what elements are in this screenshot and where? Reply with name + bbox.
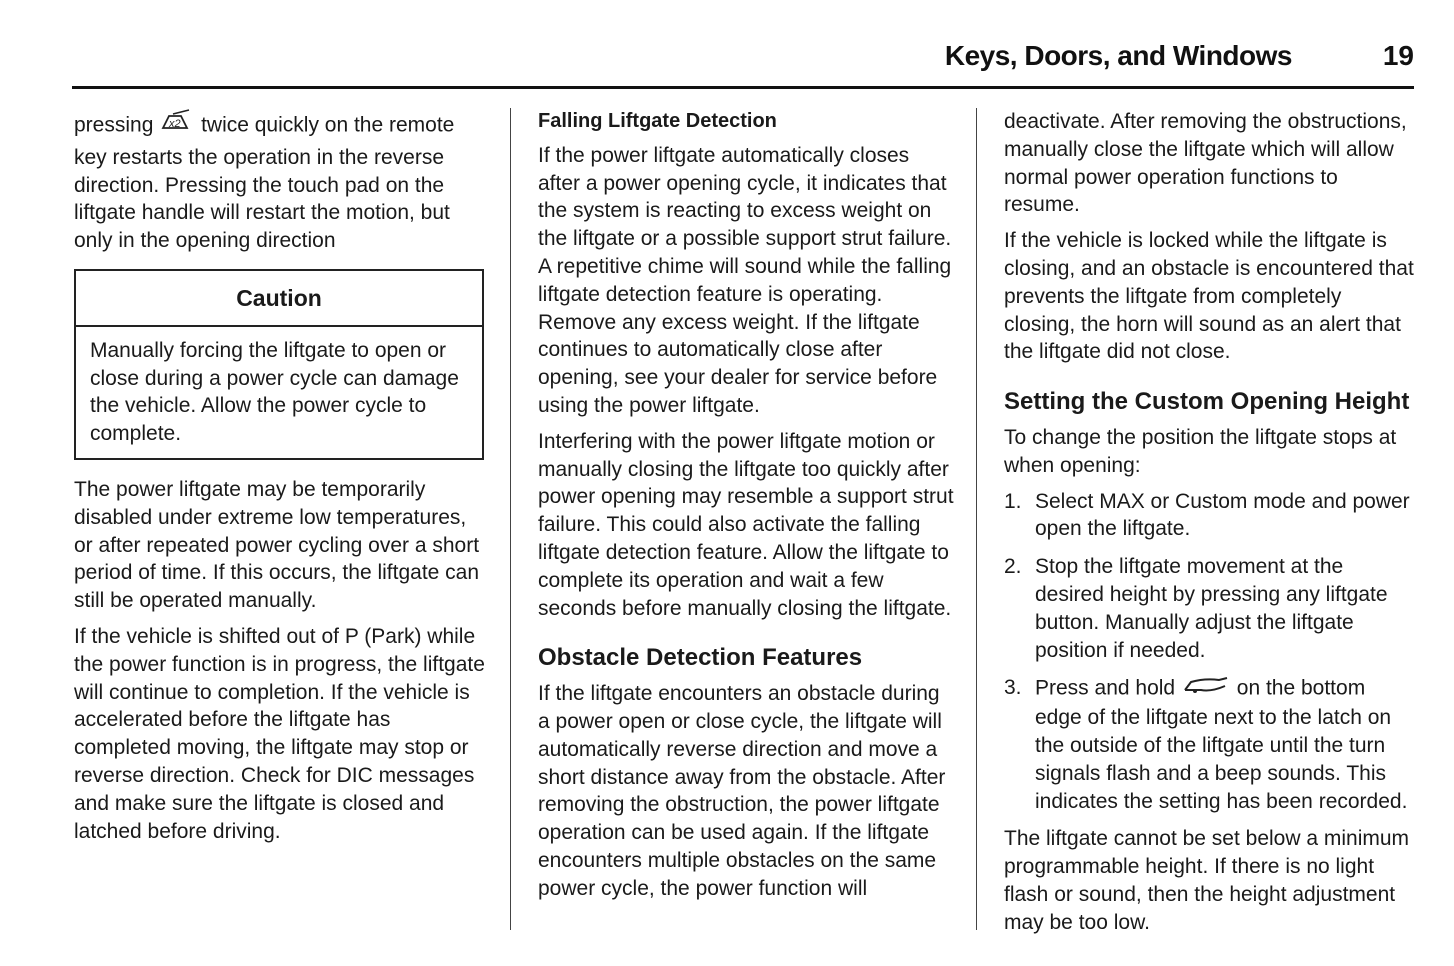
paragraph: The power liftgate may be temporarily disabled under extreme low temperatures, or after repeated power cycling over a short period of time. If this occurs, the liftgate can still be operated manually. bbox=[74, 477, 480, 613]
paragraph: deactivate. After removing the obstructions, manually close the liftgate which will allow normal power operation functions to resume. bbox=[1004, 110, 1407, 217]
column-1 bbox=[74, 108, 486, 853]
steps-list bbox=[1004, 488, 1416, 816]
column-3 bbox=[1004, 108, 1416, 945]
list-item bbox=[1004, 553, 1416, 664]
caution-text: Manually forcing the liftgate to open or close during a power cycle can damage the vehicle. Allow the power cycle to complete. bbox=[90, 338, 459, 446]
step-text: on the bottom edge of the liftgate next to the latch on the outside of the liftgate until the turn signals flash and a beep sounds. This indicates the setting has been recorded. bbox=[1035, 676, 1408, 813]
column-divider bbox=[976, 108, 977, 930]
paragraph: If the vehicle is locked while the liftgate is closing, and an obstacle is encountered that prevents the liftgate from completely closing, the horn will sound as an alert that the liftgate did not close. bbox=[1004, 229, 1414, 364]
list-item bbox=[1004, 674, 1416, 815]
section-heading: Setting the Custom Opening Height bbox=[1004, 388, 1410, 416]
step-number: 1. bbox=[1004, 489, 1022, 513]
paragraph: The liftgate cannot be set below a minimum programmable height. If there is no light flash or sound, then the height adjustment may be too low. bbox=[1004, 827, 1410, 934]
step-text: Press and hold bbox=[1035, 676, 1176, 700]
caution-title: Caution bbox=[76, 271, 482, 327]
step-number: 2. bbox=[1004, 555, 1022, 579]
section-heading: Obstacle Detection Features bbox=[538, 644, 863, 672]
page-number: 19 bbox=[1382, 40, 1414, 71]
subheading: Falling Liftgate Detection bbox=[538, 110, 777, 132]
step-text: Stop the liftgate movement at the desired height by pressing any liftgate button. Manually adjust the liftgate position if needed. bbox=[1035, 555, 1388, 662]
liftgate-icon bbox=[1181, 674, 1231, 704]
paragraph: Interfering with the power liftgate motion or manually closing the liftgate too quickly after power opening may resemble a support strut failure. This could also activate the falling liftgate detection feature. Allow the liftgate to complete its operation and wait a few seconds before manually closing the liftgate. bbox=[538, 429, 954, 620]
step-text: Select MAX or Custom mode and power open the liftgate. bbox=[1035, 489, 1410, 541]
paragraph bbox=[74, 108, 486, 255]
svg-text:x2: x2 bbox=[169, 118, 181, 130]
paragraph: If the liftgate encounters an obstacle during a power open or close cycle, the liftgate will automatically reverse direction and move a short distance away from the obstacle. After removing the obstruction, the power liftgate operation can be used again. If the liftgate encounters multiple obstacles on the same power cycle, the power function will bbox=[538, 682, 946, 900]
paragraph-text: twice quickly on the remote key restarts the operation in the reverse direction. Pressing the touch pad on the liftgate handle will restart the motion, but only in the opening direction bbox=[74, 113, 455, 253]
paragraph: To change the position the liftgate stops at when opening: bbox=[1004, 425, 1397, 477]
remote-liftgate-x2-icon bbox=[159, 108, 195, 144]
paragraph: If the power liftgate automatically closes after a power opening cycle, it indicates that the system is reacting to excess weight on the liftgate or a possible support strut failure. A repetitive chime will sound while the falling liftgate detection feature is operating. Remove any excess weight. If the liftgate continues to automatically close after opening, see your dealer for service before using the power liftgate. bbox=[538, 143, 952, 417]
paragraph: If the vehicle is shifted out of P (Park) while the power function is in progress, the liftgate will continue to completion. If the vehicle is accelerated before the liftgate has completed moving, the liftgate may stop or reverse direction. Check for DIC messages and make sure the liftgate is closed and latched before driving. bbox=[74, 624, 485, 843]
step-number: 3. bbox=[1004, 676, 1022, 700]
column-divider bbox=[510, 108, 511, 930]
column-2 bbox=[538, 108, 954, 911]
caution-box bbox=[74, 269, 484, 460]
section-title: Keys, Doors, and Windows bbox=[944, 40, 1292, 71]
list-item bbox=[1004, 488, 1416, 544]
paragraph-text: pressing bbox=[74, 113, 154, 137]
header-rule bbox=[72, 86, 1414, 89]
